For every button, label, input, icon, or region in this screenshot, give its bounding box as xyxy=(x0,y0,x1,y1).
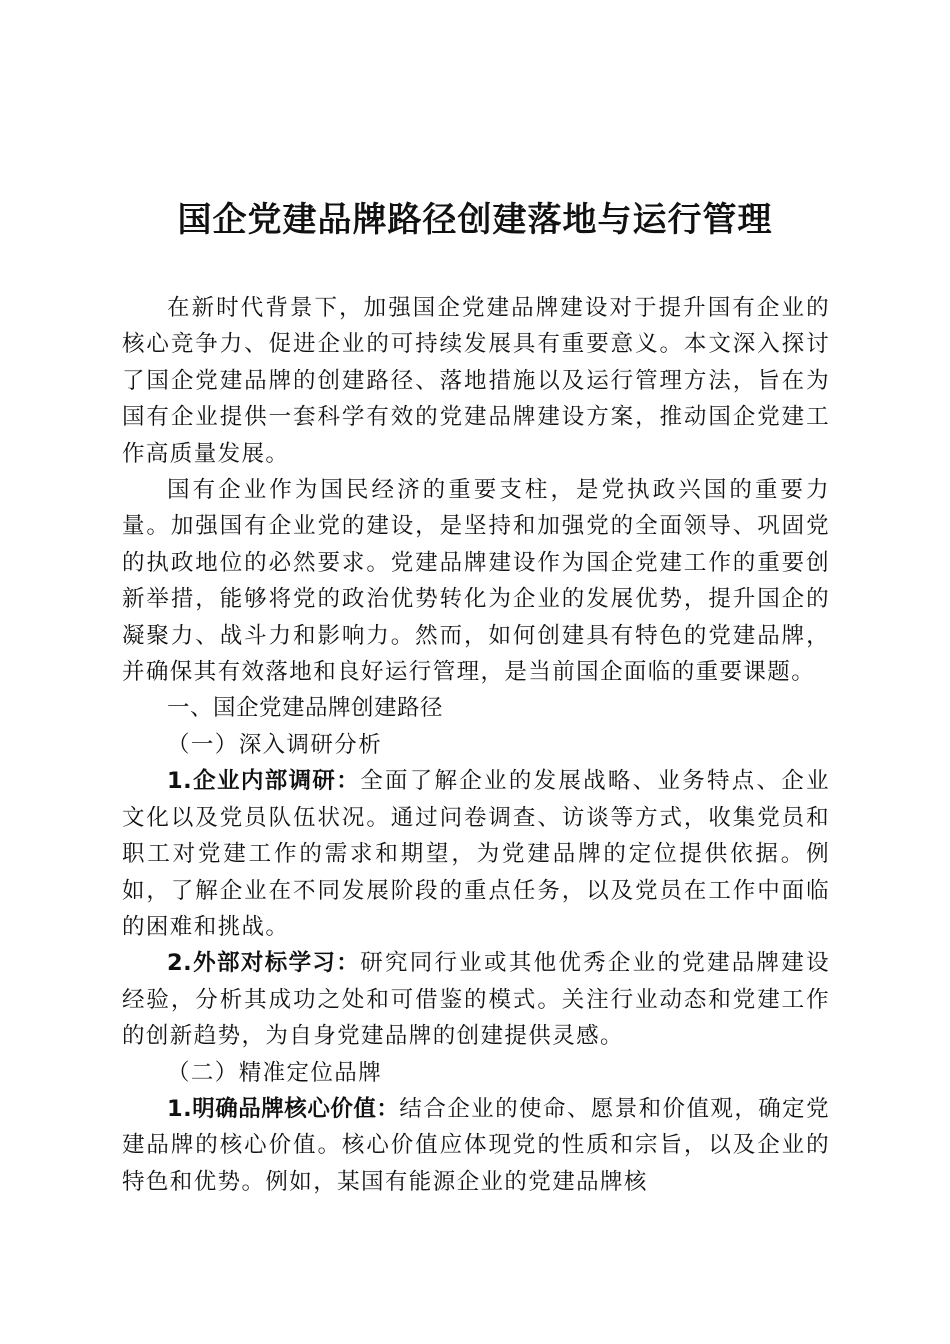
item-internal-research xyxy=(122,763,830,945)
document-body xyxy=(122,290,830,1200)
section-heading: 一、国企党建品牌创建路径 xyxy=(167,695,444,722)
item-lead: 1.明确品牌核心价值： xyxy=(167,1095,400,1122)
document-title: 国企党建品牌路径创建落地与运行管理 xyxy=(177,200,773,240)
subsection-heading-research: （一）深入调研分析 xyxy=(167,731,383,758)
item-text: 全面了解企业的发展战略、业务特点、企业文化以及党员队伍状况。通过问卷调查、访谈等方式，收集党员和职工对党建工作的需求和期望，为党建品牌的定位提供依据。例如，了解企业在不同发展阶段的重点任务，以及党员在工作中面临的困难和挑战。 xyxy=(122,768,830,940)
item-external-benchmark xyxy=(122,945,830,1054)
item-core-value xyxy=(122,1091,830,1200)
item-text: 结合企业的使命、愿景和价值观，确定党建品牌的核心价值。核心价值应体现党的性质和宗旨，以及企业的特色和优势。例如，某国有能源企业的党建品牌核 xyxy=(122,1095,830,1195)
background-paragraph: 国有企业作为国民经济的重要支柱，是党执政兴国的重要力量。加强国有企业党的建设，是坚持和加强党的全面领导、巩固党的执政地位的必然要求。党建品牌建设作为国企党建工作的重要创新举措，能够将党的政治优势转化为企业的发展优势，提升国企的凝聚力、战斗力和影响力。然而，如何创建具有特色的党建品牌，并确保其有效落地和良好运行管理，是当前国企面临的重要课题。 xyxy=(122,477,830,686)
item-text: 研究同行业或其他优秀企业的党建品牌建设经验，分析其成功之处和可借鉴的模式。关注行业动态和党建工作的创新趋势，为自身党建品牌的创建提供灵感。 xyxy=(122,950,830,1050)
item-lead: 1.企业内部调研： xyxy=(167,768,361,795)
subsection-heading-positioning: （二）精准定位品牌 xyxy=(167,1059,383,1086)
item-lead: 2.外部对标学习： xyxy=(167,950,361,977)
intro-paragraph: 在新时代背景下，加强国企党建品牌建设对于提升国有企业的核心竞争力、促进企业的可持续发展具有重要意义。本文深入探讨了国企党建品牌的创建路径、落地措施以及运行管理方法，旨在为国有企业提供一套科学有效的党建品牌建设方案，推动国企党建工作高质量发展。 xyxy=(122,295,830,467)
